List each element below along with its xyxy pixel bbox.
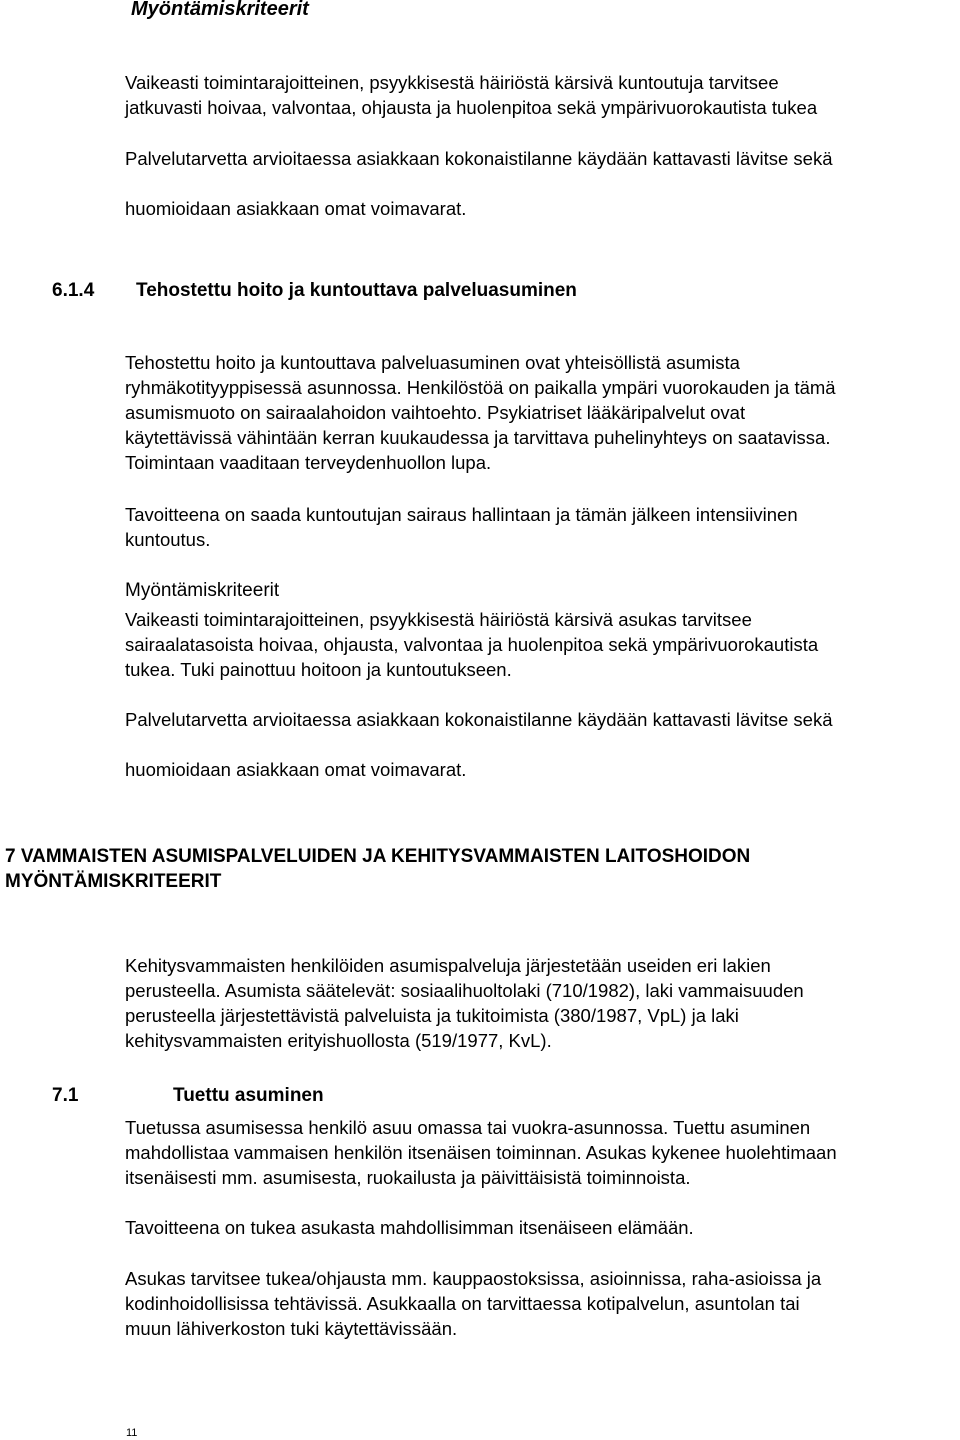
goal-line: Tavoitteena on tukea asukasta mahdollisimman itsenäiseen elämään.	[125, 1217, 694, 1238]
section-title: Tehostettu hoito ja kuntouttava palveluasuminen	[136, 280, 577, 301]
intro-line: perusteella. Asumista säätelevät: sosiaalihuoltolaki (710/1982), laki vammaisuuden	[125, 980, 804, 1001]
criteria-text-line: Vaikeasti toimintarajoitteinen, psyykkisestä häiriöstä kärsivä kuntoutuja tarvitsee	[125, 72, 779, 93]
paragraph-line: mahdollistaa vammaisen henkilön itsenäisen toiminnan. Asukas kykenee huolehtimaan	[125, 1142, 837, 1163]
paragraph-line: käytettävissä vähintään kerran kuukaudessa ja tarvittava puhelinyhteys on saatavissa.	[125, 427, 831, 448]
goal-line: Tavoitteena on saada kuntoutujan sairaus hallintaan ja tämän jälkeen intensiivinen	[125, 504, 798, 525]
paragraph-line: Tuetussa asumisessa henkilö asuu omassa tai vuokra-asunnossa. Tuettu asuminen	[125, 1117, 811, 1138]
paragraph-line: Toimintaan vaaditaan terveydenhuollon lupa.	[125, 452, 492, 473]
chapter-title: MYÖNTÄMISKRITEERIT	[5, 871, 222, 892]
section-number: 7.1	[52, 1085, 79, 1106]
assessment-text-line: huomioidaan asiakkaan omat voimavarat.	[125, 759, 467, 780]
assessment-text-line: Palvelutarvetta arvioitaessa asiakkaan kokonaistilanne käydään kattavasti lävitse sekä	[125, 709, 833, 730]
support-line: muun lähiverkoston tuki käytettävissään.	[125, 1318, 458, 1339]
section-title: Tuettu asuminen	[173, 1085, 324, 1106]
intro-line: perusteella järjestettävistä palveluista ja tukitoimista (380/1987, VpL) ja laki	[125, 1005, 739, 1026]
intro-line: Kehitysvammaisten henkilöiden asumispalveluja järjestetään useiden eri lakien	[125, 955, 771, 976]
criteria-heading-2: Myöntämiskriteerit	[125, 580, 280, 601]
intro-line: kehitysvammaisten erityishuollosta (519/1977, KvL).	[125, 1030, 552, 1051]
support-line: kodinhoidollisissa tehtävissä. Asukkaalla on tarvittaessa kotipalvelun, asuntolan tai	[125, 1293, 800, 1314]
criteria-heading: Myöntämiskriteerit	[131, 0, 309, 20]
assessment-text-line: Palvelutarvetta arvioitaessa asiakkaan kokonaistilanne käydään kattavasti lävitse sekä	[125, 148, 833, 169]
paragraph-line: itsenäisesti mm. asumisesta, ruokailusta ja päivittäisistä toiminnoista.	[125, 1167, 691, 1188]
chapter-title: 7 VAMMAISTEN ASUMISPALVELUIDEN JA KEHITYSVAMMAISTEN LAITOSHOIDON	[5, 846, 751, 867]
criteria-text-line: sairaalatasoista hoivaa, ohjausta, valvontaa ja huolenpitoa sekä ympärivuorokautista	[125, 634, 819, 655]
assessment-text-line: huomioidaan asiakkaan omat voimavarat.	[125, 198, 467, 219]
goal-line: kuntoutus.	[125, 529, 211, 550]
paragraph-line: Tehostettu hoito ja kuntouttava palveluasuminen ovat yhteisöllistä asumista	[125, 352, 740, 373]
paragraph-line: asumismuoto on sairaalahoidon vaihtoehto. Psykiatriset lääkäripalvelut ovat	[125, 402, 746, 423]
support-line: Asukas tarvitsee tukea/ohjausta mm. kauppaostoksissa, asioinnissa, raha-asioissa ja	[125, 1268, 822, 1289]
section-number: 6.1.4	[52, 280, 95, 301]
criteria-text-line: Vaikeasti toimintarajoitteinen, psyykkisestä häiriöstä kärsivä asukas tarvitsee	[125, 609, 752, 630]
page-number: 11	[126, 1427, 138, 1439]
paragraph-line: ryhmäkotityyppisessä asunnossa. Henkilöstöä on paikalla ympäri vuorokauden ja tämä	[125, 377, 836, 398]
criteria-text-line: jatkuvasti hoivaa, valvontaa, ohjausta ja huolenpitoa sekä ympärivuorokautista tukea	[125, 97, 818, 118]
criteria-text-line: tukea. Tuki painottuu hoitoon ja kuntoutukseen.	[125, 659, 512, 680]
